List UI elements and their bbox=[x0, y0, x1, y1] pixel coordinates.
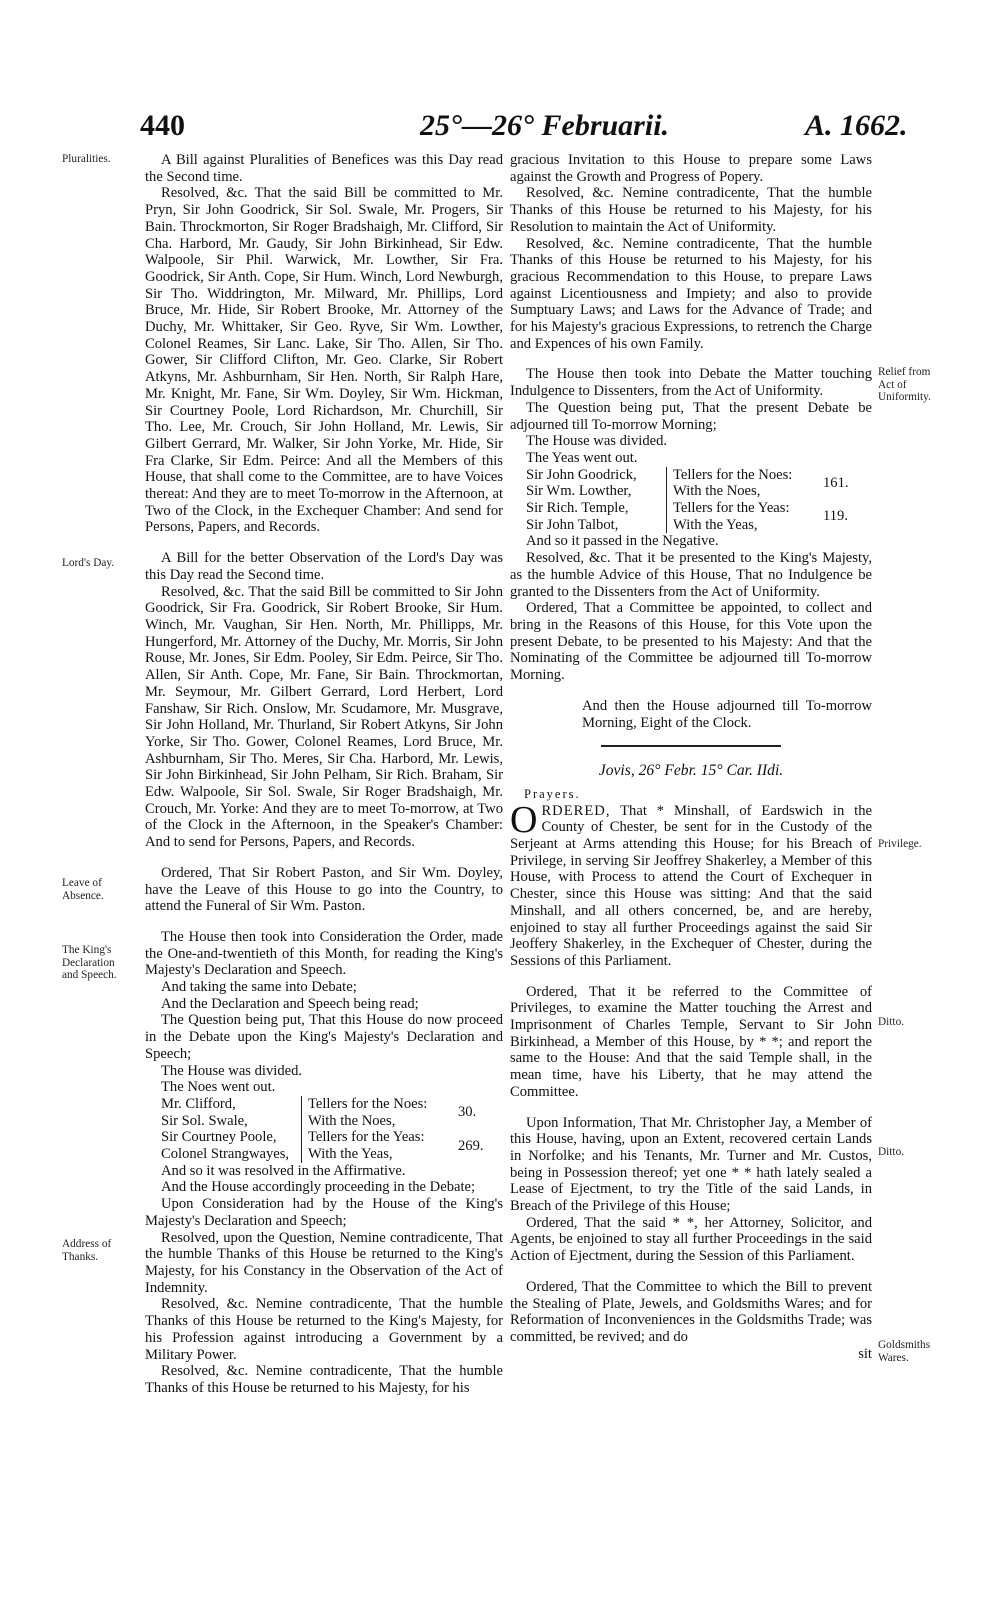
margin-note-ditto-2: Ditto. bbox=[878, 1146, 905, 1158]
page-header bbox=[0, 108, 992, 148]
teller-role: With the Yeas, bbox=[667, 517, 816, 534]
teller-name: Colonel Strangwayes, bbox=[161, 1146, 290, 1163]
paragraph bbox=[510, 798, 873, 970]
paragraph: And so it was resolved in the Affirmative. bbox=[161, 1162, 406, 1179]
paragraph: The Yeas went out. bbox=[526, 449, 638, 466]
paragraph: Ordered, That it be referred to the Committee of Privileges, to examine the Matter touching the Arrest and Imprisonment of Charles Temple, Servant to Sir John Birkinhead, a Member of this House, by * *; and report the same to the House: And that the said Temple shall, in the mean time, have his Liberty, that he may attend the Committee. bbox=[510, 983, 872, 1100]
teller-name: Sir John Goodrick, bbox=[526, 466, 637, 483]
teller-role: With the Yeas, bbox=[302, 1146, 451, 1163]
paragraph: Upon Information, That Mr. Christopher Jay, a Member of this House, having, upon an Extent, recovered certain Lands in Norfolke; and his Tenants, Mr. Turner and Mr. Custos, being in Possession thereof; yet one * * hath lately sealed a Lease of Ejectment, to try the Title of the said Lands, in Breach of the Privilege of this House; bbox=[510, 1114, 872, 1215]
division-count: 119. bbox=[823, 508, 848, 525]
margin-note-relief: Relief from Act of Uniformity. bbox=[878, 366, 931, 403]
paragraph: Resolved, &c. Nemine contradicente, That the humble Thanks of this House be returned to the King's Majesty, for his Profession against introducing a Government by a Military Power. bbox=[145, 1296, 503, 1363]
paragraph: Upon Consideration had by the House of the King's Majesty's Declaration and Speech; bbox=[145, 1196, 503, 1229]
right-column bbox=[510, 152, 872, 1362]
catchword: sit bbox=[858, 1345, 872, 1362]
paragraph: Resolved, &c. Nemine contradicente, That the humble Thanks of this House be returned to his Majesty, for his gracious Recommendation to this House, to prepare Laws against Licentiousness and Impiety; and also to provide Sumptuary Laws; and Laws for the Advance of Trade; and for his Majesty's gracious Expressions, to retrench the Charge and Expences of his own Family. bbox=[510, 235, 872, 352]
paragraph-text: That * Minshall, of Eardswich in the County of Chester, be sent for in the Custody of the Serjeant at Arms attending this House; for his Breach of Privilege, in serving Sir Jeoffrey Shakerley, a Member of this House, with Process to attend the Court of Exchequer in Chester, since this House was sitting: And that the said Minshall, and all others concerned, be, and are hereby, enjoined to stay all further Proceedings against the said Sir Jeoffery Shakerley, in the Exchequer of Chester, during the Sessions of this Parliament. bbox=[510, 802, 873, 969]
margin-note-leave: Leave of Absence. bbox=[62, 877, 104, 902]
margin-note-pluralities: Pluralities. bbox=[62, 153, 111, 165]
paragraph: Ordered, That a Committee be appointed, to collect and bring in the Reasons of this House, for this Vote upon the present Debate, to be presented to his Majesty: And that the Nominating of the Committee be adjourned till To-morrow Morning. bbox=[510, 600, 872, 684]
margin-note-kings-declaration: The King's Declaration and Speech. bbox=[62, 944, 117, 981]
paragraph: The House was divided. bbox=[526, 433, 668, 450]
margin-note-lords-day: Lord's Day. bbox=[62, 557, 115, 569]
paragraph: Resolved, &c. That it be presented to the King's Majesty, as the humble Advice of this House, That no Indulgence be granted to the Dissenters from the Act of Uniformity. bbox=[510, 550, 872, 600]
running-date: 25°—26° Februarii. bbox=[420, 109, 670, 142]
division-count: 30. bbox=[458, 1104, 477, 1121]
tellers-table bbox=[161, 1096, 484, 1163]
paragraph: The House was divided. bbox=[161, 1062, 303, 1079]
teller-name: Sir Sol. Swale, bbox=[161, 1112, 248, 1129]
paragraph: A Bill against Pluralities of Benefices was this Day read the Second time. bbox=[145, 152, 503, 185]
paragraph: Resolved, &c. That the said Bill be committed to Sir John Goodrick, Sir Fra. Goodrick, Sir Robert Brooke, Sir Hum. Winch, Mr. Vaughan, Sir Hen. North, Mr. Phillipps, Mr. Hungerford, Mr. Attorney of the Duchy, Mr. Morris, Sir John Rouse, Mr. Jones, Sir Edm. Pooley, Sir Edm. Peirce, Sir Tho. Allen, Sir Anth. Cope, Mr. Fane, Sir Bain. Throckmortan, Mr. Seymour, Mr. Gilbert Gerrard, Lord Herbert, Lord Fanshaw, Sir Rich. Onslow, Mr. Scudamore, Mr. Musgrave, Sir John Holland, Mr. Thurland, Sir Robert Atkyns, Sir John Yorke, Sir Tho. Gower, Colonel Reames, Lord Bruce, Mr. Ashburnham, Sir Tho. Meres, Sir Cha. Harbord, Mr. Lewis, Sir John Birkinhead, Sir John Pelham, Sir Rich. Braham, Sir Edw. Walpoole, Sir Sol. Swale, Sir Roger Bradshaigh, Mr. Crouch, Mr. Yorke: And they are to meet To-morrow, at Two of the Clock in the Afternoon, in the Speaker's Chamber: And to send for Persons, Papers, and Records. bbox=[145, 583, 503, 851]
paragraph: The House then took into Consideration the Order, made the One-and-twentieth of this Month, for reading the King's Majesty's Declaration and Speech. bbox=[145, 928, 503, 979]
margin-note-address: Address of Thanks. bbox=[62, 1238, 112, 1263]
paragraph: The Noes went out. bbox=[161, 1079, 276, 1096]
ordered-word: RDERED, bbox=[541, 802, 611, 819]
teller-name: Sir Courtney Poole, bbox=[161, 1129, 277, 1146]
paragraph: A Bill for the better Observation of the Lord's Day was this Day read the Second time. bbox=[145, 550, 503, 583]
running-year: A. 1662. bbox=[805, 109, 908, 142]
adjournment: And then the House adjourned till To-morrow Morning, Eight of the Clock. bbox=[582, 697, 872, 731]
tellers-table bbox=[526, 467, 849, 534]
paragraph: And the House accordingly proceeding in the Debate; bbox=[161, 1179, 476, 1196]
margin-note-privilege: Privilege. bbox=[878, 838, 922, 850]
division-count: 269. bbox=[458, 1137, 484, 1154]
teller-name: Sir Wm. Lowther, bbox=[526, 483, 632, 500]
teller-role: With the Noes, bbox=[302, 1113, 451, 1130]
teller-role: Tellers for the Yeas: bbox=[667, 500, 816, 517]
teller-role: Tellers for the Yeas: bbox=[302, 1129, 451, 1146]
paragraph: The Question being put, That this House do now proceed in the Debate upon the King's Majesty's Declaration and Speech; bbox=[145, 1012, 503, 1062]
teller-role: With the Noes, bbox=[667, 483, 816, 500]
drop-cap: O bbox=[510, 798, 538, 841]
teller-role: Tellers for the Noes: bbox=[302, 1096, 451, 1113]
paragraph: Ordered, That Sir Robert Paston, and Sir Wm. Doyley, have the Leave of this House to go into the Country, to attend the Funeral of Sir Wm. Paston. bbox=[145, 864, 503, 915]
paragraph: The House then took into Debate the Matter touching Indulgence to Dissenters, from the Act of Uniformity. bbox=[510, 366, 872, 400]
left-column bbox=[145, 152, 503, 1397]
teller-name: Sir John Talbot, bbox=[526, 516, 619, 533]
paragraph: And the Declaration and Speech being read; bbox=[161, 995, 419, 1012]
teller-name: Sir Rich. Temple, bbox=[526, 500, 629, 517]
paragraph: Resolved, upon the Question, Nemine contradicente, That the humble Thanks of this House be returned to the King's Majesty, for his Constancy in the Observation of the Act of Indemnity. bbox=[145, 1229, 503, 1296]
paragraph: gracious Invitation to this House to prepare some Laws against the Growth and Progress of Popery. bbox=[510, 152, 872, 185]
paragraph: Ordered, That the said * *, her Attorney, Solicitor, and Agents, be enjoined to stay all further Proceedings in the said Action of Ejectment, during the Session of this Parliament. bbox=[510, 1214, 872, 1265]
day-heading: Jovis, 26° Febr. 15° Car. IIdi. bbox=[598, 762, 784, 780]
page-number: 440 bbox=[140, 109, 185, 142]
paragraph: Resolved, &c. Nemine contradicente, That the humble Thanks of this House be returned to his Majesty, for his bbox=[145, 1363, 503, 1396]
paragraph: Ordered, That the Committee to which the Bill to prevent the Stealing of Plate, Jewels, and Goldsmiths Wares; and for Reformation of Inconveniences in the Goldsmiths Trade; was committed, be revived; and do bbox=[510, 1278, 872, 1345]
paragraph: Resolved, &c. Nemine contradicente, That the humble Thanks of this House be returned to his Majesty, for his Resolution to maintain the Act of Uniformity. bbox=[510, 185, 872, 235]
paragraph: Resolved, &c. That the said Bill be committed to Mr. Pryn, Sir John Goodrick, Sir Sol. Swale, Mr. Progers, Sir Bain. Throckmorton, Sir Roger Bradshaigh, Mr. Clifford, Sir Cha. Harbord, Mr. Gaudy, Sir John Birkinhead, Sir Edw. Walpoole, Sir Phil. Warwick, Mr. Lowther, Sir Fra. Goodrick, Sir Anth. Cope, Sir Hum. Winch, Lord Newburgh, Sir Tho. Widdrington, Mr. Milward, Mr. Phillips, Lord Bruce, Mr. Hide, Sir Robert Brooke, Mr. Attorney of the Duchy, Mr. Whittaker, Sir Geo. Ryve, Sir Wm. Lowther, Colonel Reames, Sir Lanc. Lake, Sir Tho. Allen, Sir Tho. Gower, Sir Clifford Clifton, Mr. Geo. Clarke, Sir Robert Atkyns, Mr. Ashburnham, Sir Hen. North, Sir Ralph Hare, Mr. Knight, Mr. Fane, Sir Wm. Doyley, Sir Wm. Hickman, Sir Courtney Poole, Lord Richardson, Mr. Churchill, Sir Tho. Lee, Mr. Crouch, Sir John Holland, Mr. Lewis, Sir Gilbert Gerrard, Mr. Walker, Sir John Yorke, Mr. Hide, Sir Fra Clarke, Sir Edm. Peirce: And all the Members of this House, that shall come to the Committee, are to have Voices thereat: And they are to meet To-morrow in the Afternoon, at Two of the Clock, in the Exchequer Chamber: And send for Persons, Papers, and Records. bbox=[145, 185, 503, 536]
paragraph: The Question being put, That the present Debate be adjourned till To-morrow Morning; bbox=[510, 399, 872, 433]
margin-note-goldsmiths: Goldsmiths Wares. bbox=[878, 1339, 931, 1364]
margin-note-ditto-1: Ditto. bbox=[878, 1016, 905, 1028]
section-divider bbox=[601, 745, 781, 747]
teller-name: Mr. Clifford, bbox=[161, 1095, 236, 1112]
paragraph: And taking the same into Debate; bbox=[161, 979, 357, 996]
division-count: 161. bbox=[823, 475, 849, 491]
prayers-label: Prayers. bbox=[524, 786, 581, 801]
teller-role: Tellers for the Noes: bbox=[667, 467, 816, 484]
paragraph: And so it passed in the Negative. bbox=[526, 533, 719, 550]
